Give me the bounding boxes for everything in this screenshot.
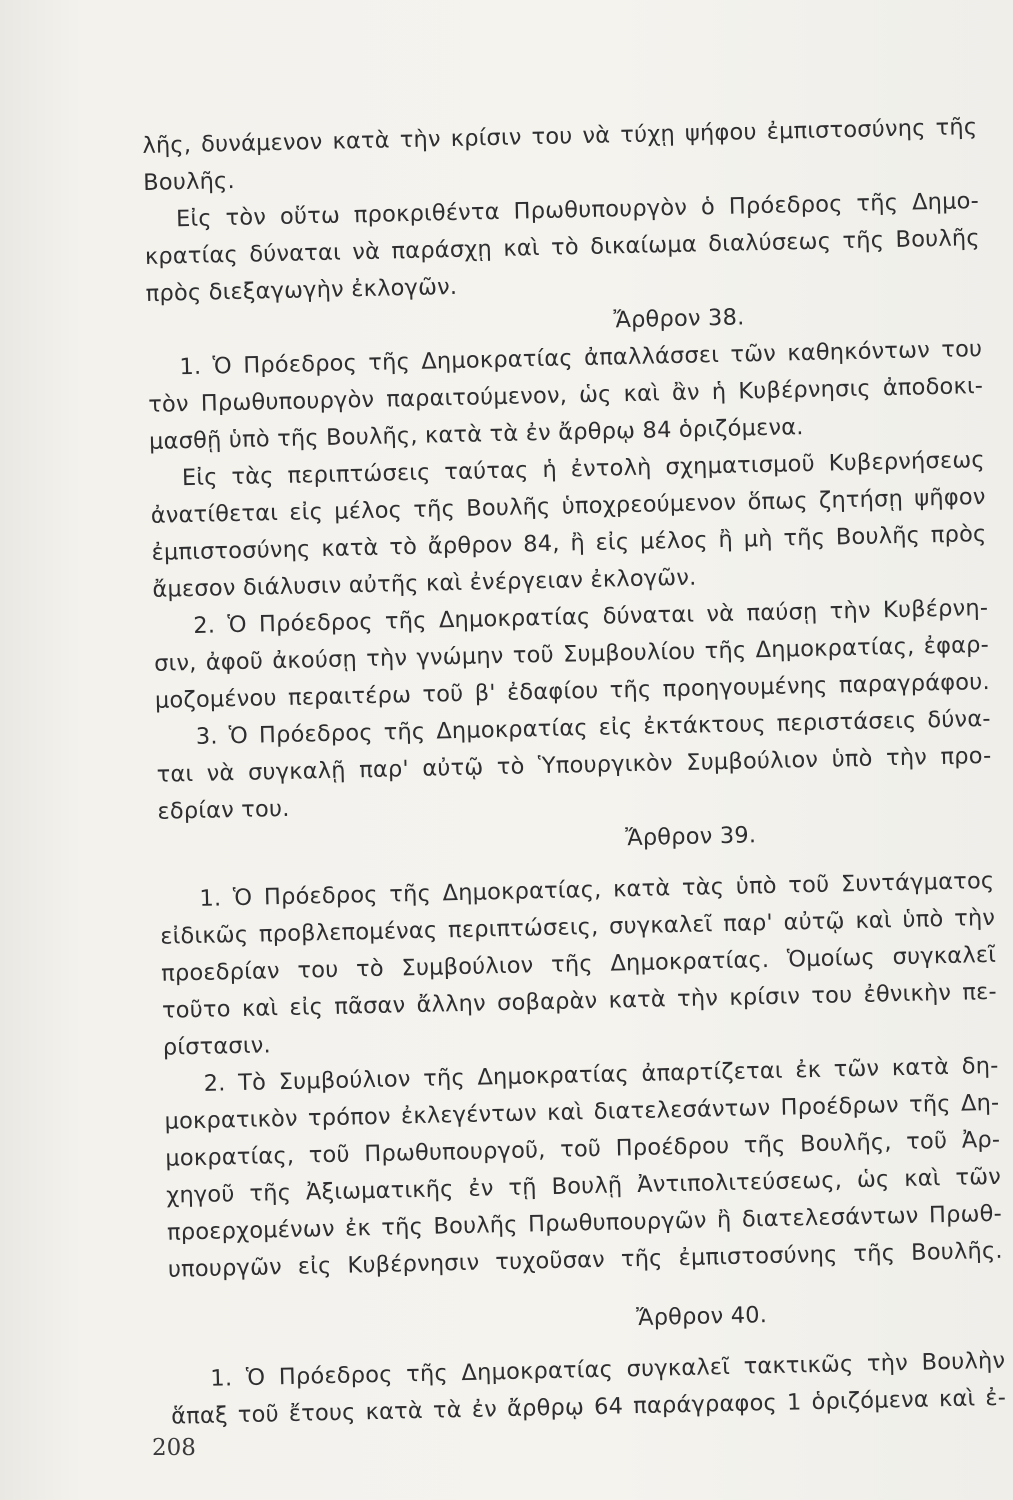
text-line: Βουλῆς. — [142, 167, 236, 196]
text-line: κρατίας δύναται νὰ παράσχῃ καὶ τὸ δικαίωμα διαλύσεως τῆς Βουλῆς — [144, 225, 981, 270]
text-line: Εἰς τὸν οὕτω προκριθέντα Πρωθυπουργὸν ὁ Πρόεδρος τῆς Δημο- — [175, 188, 980, 233]
text-line: ἄμεσον διάλυσιν αὐτῆς καὶ ἐνέργειαν ἐκλογῶν. — [152, 564, 697, 603]
text-line: υπουργῶν εἰς Κυβέρνησιν τυχοῦσαν τῆς ἐμπιστοσύνης τῆς Βουλῆς. — [167, 1237, 1003, 1283]
text-line: μοκρατίας, τοῦ Πρωθυπουργοῦ, τοῦ Προέδρου τῆς Βουλῆς, τοῦ Ἀρ- — [165, 1126, 1001, 1172]
text-line: Εἰς τὰς περιπτώσεις ταύτας ἡ ἐντολὴ σχηματισμοῦ Κυβερνήσεως — [181, 446, 986, 492]
text-line: τὸν Πρωθυπουργὸν παραιτούμενον, ὡς καὶ ἂν ἡ Κυβέρνησις ἀποδοκι- — [147, 372, 984, 418]
text-line: ται νὰ συγκαλῇ παρ' αὐτῷ τὸ Ὑπουργικὸν Συμβούλιον ὑπὸ τὴν πρo- — [156, 742, 992, 788]
text-line: μοζομένου περαιτέρω τοῦ β' ἐδαφίου τῆς προηγουμένης παραγράφου. — [154, 668, 991, 714]
text-line: 2. Τὸ Συμβούλιον τῆς Δημοκρατίας ἀπαρτίζεται ἐκ τῶν κατὰ δη- — [203, 1052, 999, 1097]
text-line: εδρίαν του. — [157, 795, 290, 825]
text-line: τοῦτο καὶ εἰς πᾶσαν ἄλλην σοβαρὰν κατὰ τὴν κρίσιν του ἐθνικὴν πε- — [161, 978, 998, 1024]
article-heading: Ἄρθρον 39. — [624, 822, 757, 852]
text-line: προερχομένων ἐκ τῆς Βουλῆς Πρωθυπουργῶν ἢ διατελεσάντων Πρωθ- — [166, 1200, 1003, 1246]
text-line: ρίστασιν. — [162, 1032, 272, 1061]
text-line: μασθῇ ὑπὸ τῆς Βουλῆς, κατὰ τὰ ἐν ἄρθρῳ 84 ὁριζόμενα. — [148, 414, 804, 455]
text-line: λῆς, δυνάμενον κατὰ τὴν κρίσιν του νὰ τύχῃ ψήφου ἐμπιστοσύνης τῆς — [142, 114, 978, 159]
text-line: 3. Ὁ Πρόεδρος τῆς Δημοκρατίας εἰς ἐκτάκτους περιστάσεις δύνα- — [195, 705, 991, 750]
text-line: 1. Ὁ Πρόεδρος τῆς Δημοκρατίας, κατὰ τὰς ὑπὸ τοῦ Συντάγματος — [199, 867, 995, 912]
text-line: εἰδικῶς προβλεπομένας περιπτώσεις, συγκαλεῖ παρ' αὐτῷ καὶ ὑπὸ τὴν — [160, 904, 996, 950]
page-number: 208 — [152, 1435, 196, 1461]
text-line: πρὸς διεξαγωγὴν ἐκλογῶν. — [145, 273, 458, 307]
body-text — [142, 109, 1006, 1436]
text-line: ἐμπιστοσύνης κατὰ τὸ ἄρθρον 84, ἢ εἰς μέλος ἢ μὴ τῆς Βουλῆς πρὸς — [151, 520, 987, 566]
text-line: 2. Ὁ Πρόεδρος τῆς Δημοκρατίας δύναται νὰ παύσῃ τὴν Κυβέρνη- — [193, 594, 989, 639]
text-line: σιν, ἀφοῦ ἀκούσῃ τὴν γνώμην τοῦ Συμβουλίου τῆς Δημοκρατίας, ἐφαρ- — [153, 631, 990, 677]
text-line: χηγοῦ τῆς Ἀξιωματικῆς ἐν τῇ Βουλῇ Ἀντιπολιτεύσεως, ὡς καὶ τῶν — [165, 1163, 1002, 1209]
text-line: προεδρίαν του τὸ Συμβούλιον τῆς Δημοκρατίας. Ὁμοίως συγκαλεῖ — [160, 941, 997, 987]
article-heading: Ἄρθρον 38. — [613, 304, 745, 334]
text-line: 1. Ὁ Πρόεδρος τῆς Δημοκρατίας συγκαλεῖ τακτικῶς τὴν Βουλὴν — [210, 1347, 1006, 1392]
text-line: 1. Ὁ Πρόεδρος τῆς Δημοκρατίας ἀπαλλάσσει τῶν καθηκόντων του — [179, 335, 983, 381]
text-line: μοκρατικὸν τρόπον ἐκλεγέντων καὶ διατελεσάντων Προέδρων τῆς Δη- — [164, 1089, 1000, 1135]
text-line: ἅπαξ τοῦ ἔτους κατὰ τὰ ἐν ἄρθρῳ 64 παράγραφος 1 ὁριζόμενα καὶ ἐ- — [170, 1384, 1007, 1430]
article-heading: Ἄρθρον 40. — [635, 1302, 768, 1332]
text-line: ἀνατίθεται εἰς μέλος τῆς Βουλῆς ὑποχρεούμενον ὅπως ζητήσῃ ψῆφον — [150, 483, 986, 529]
